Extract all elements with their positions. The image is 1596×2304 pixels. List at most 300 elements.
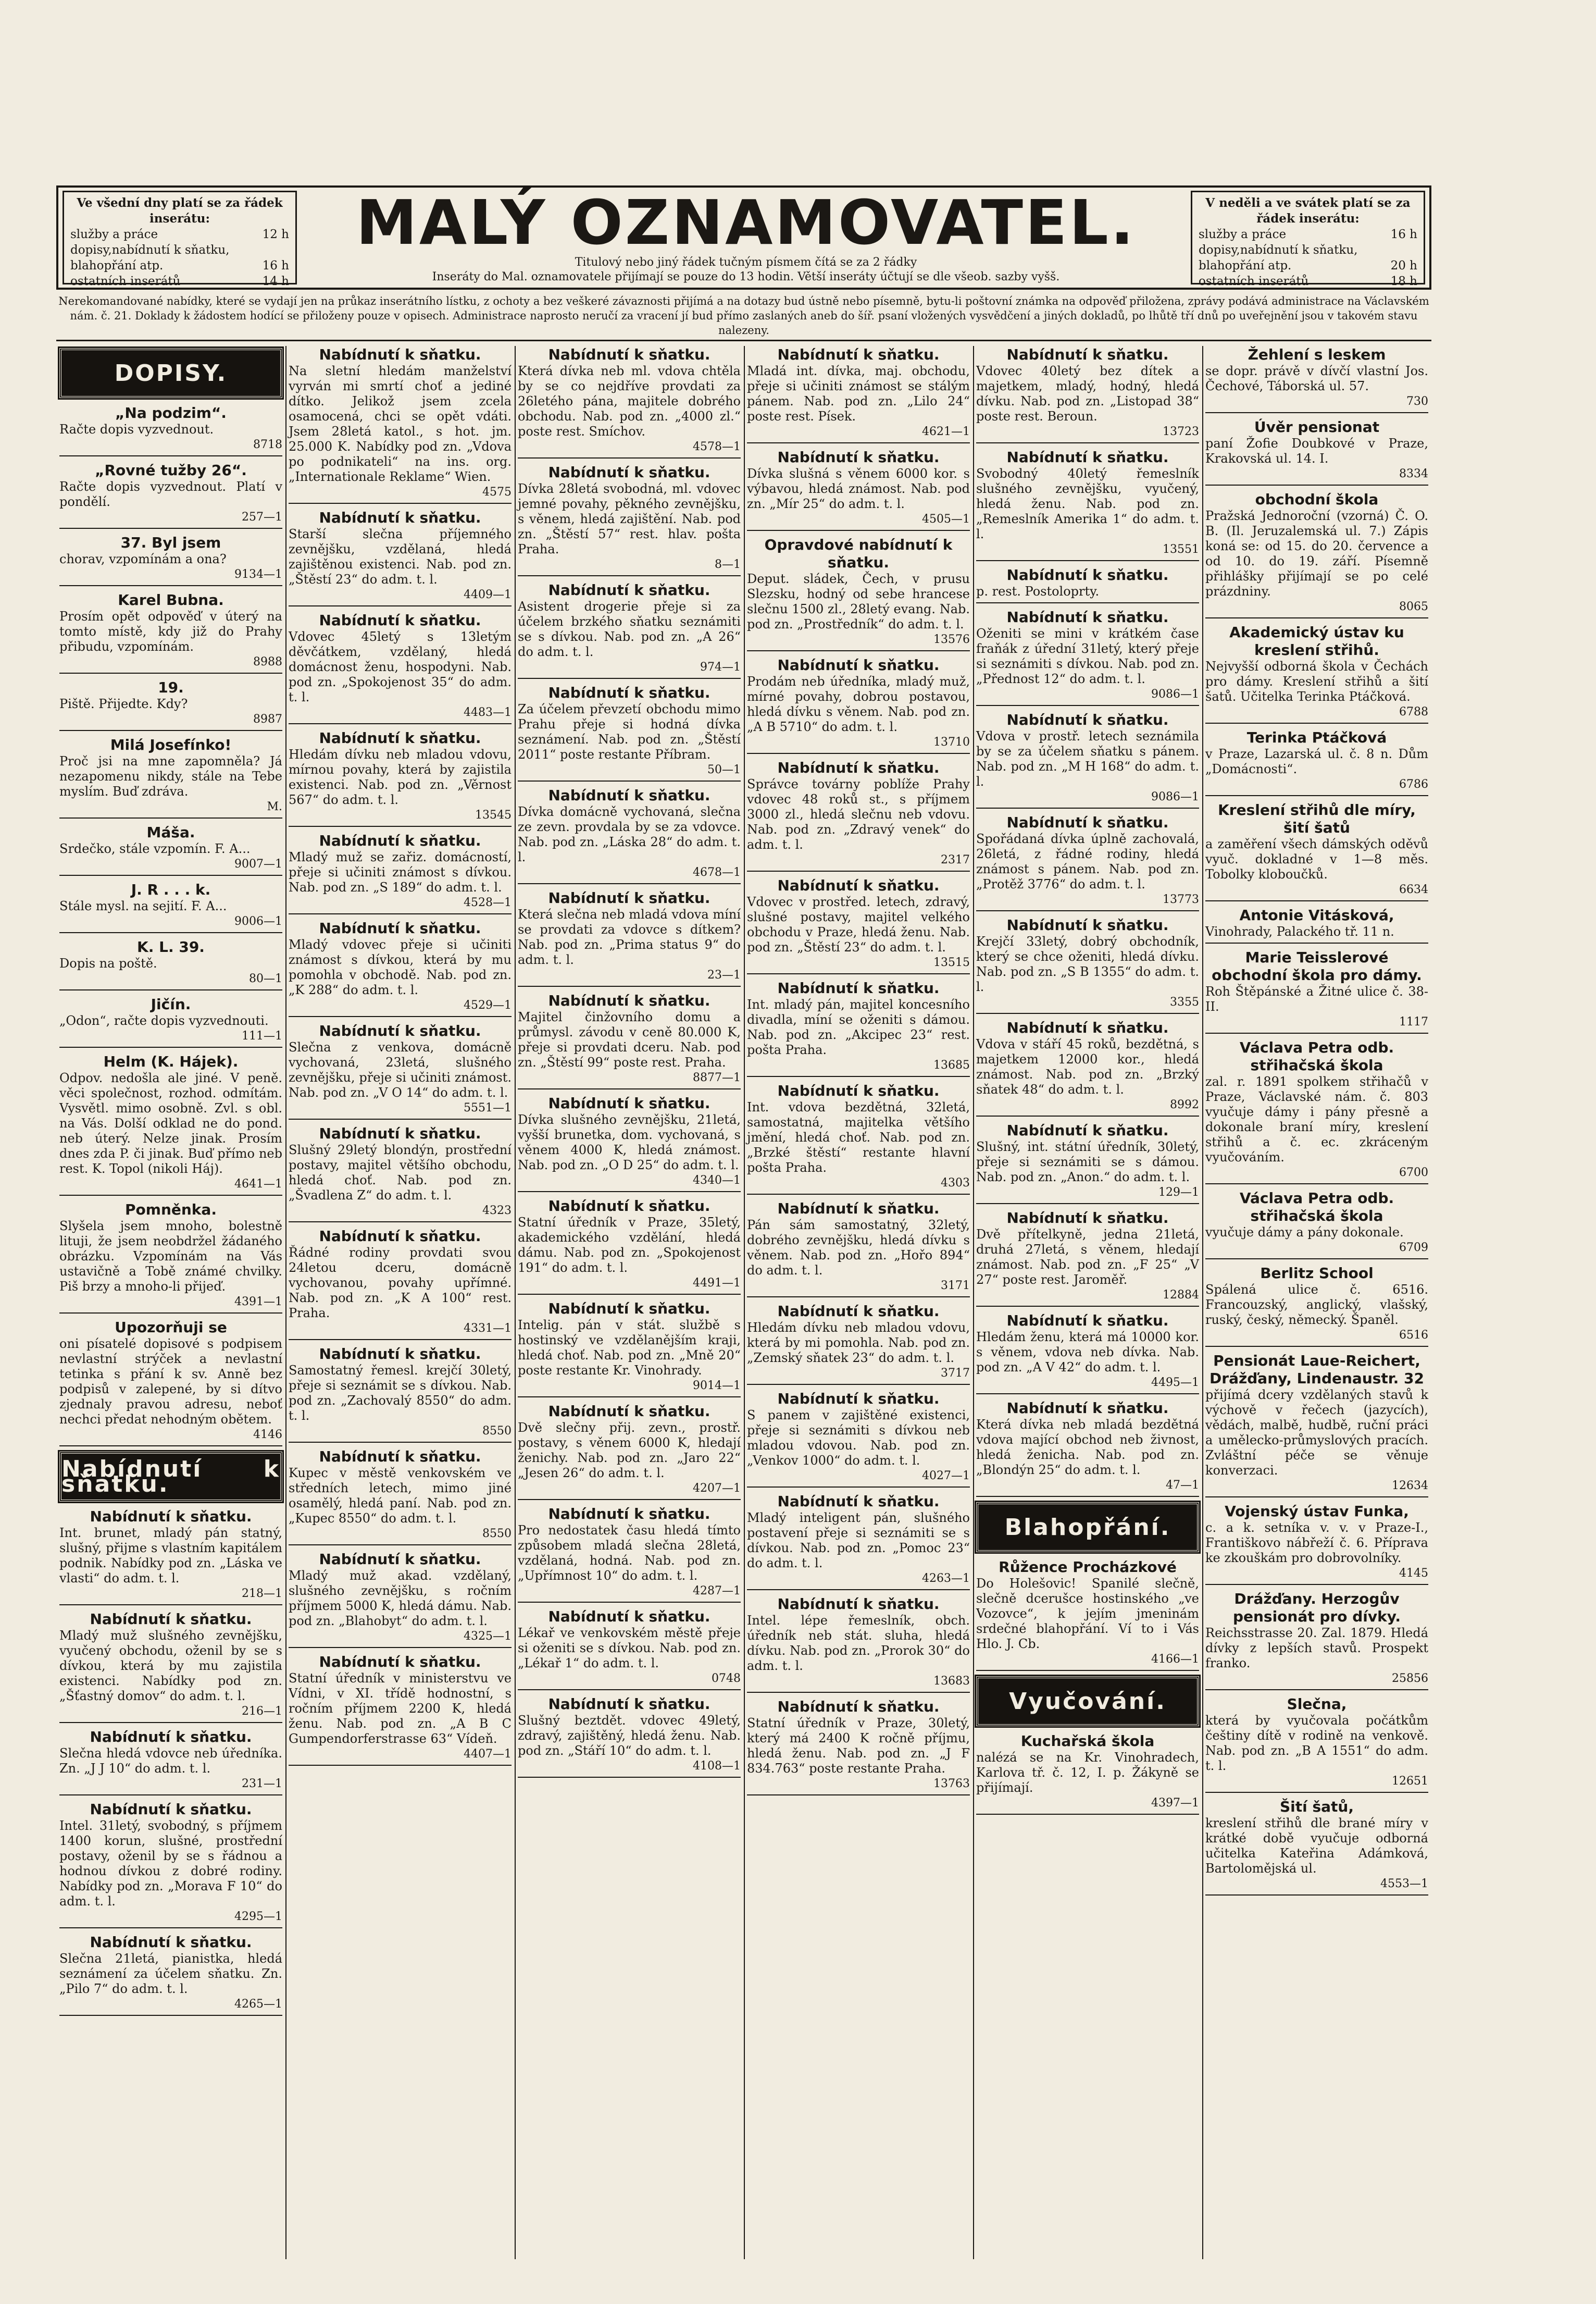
ad-body: Statní úředník v ministerstvu ve Vídni, v XI. třídě hodnostní, s ročním příjmem 2200 K, hledá ženu. Nab. pod zn. „A B C Gumpendorferstrasse 63“ Vídeň. xyxy=(289,1671,512,1746)
ad-body: Slyšela jsem mnoho, bolestně lituji, že jsem neobdržel žádaného obrázku. Vzpomínám na Vás ustavičně a Tobě známé chvilky. Piš brzy a mnoho-li přijeď. xyxy=(59,1219,282,1294)
classified-ad xyxy=(1205,491,1428,618)
ad-code: 9086—1 xyxy=(1151,790,1199,803)
ad-heading: Upozorňuji se xyxy=(115,1319,227,1336)
classified-ad xyxy=(59,736,282,819)
ad-code: 5551—1 xyxy=(464,1101,512,1114)
ad-heading: Nabídnutí k sňatku. xyxy=(319,1125,481,1142)
classified-ad xyxy=(747,759,970,872)
ad-code: 4145 xyxy=(1399,1567,1428,1580)
ad-code: 13710 xyxy=(933,736,970,749)
ad-heading: Růžence Procházkové xyxy=(999,1558,1177,1576)
column-6 xyxy=(1202,346,1431,2259)
ad-code: 6788 xyxy=(1399,705,1428,719)
newspaper-page xyxy=(56,185,1431,2259)
ad-body: kreslení střihů dle brané míry v krátké době vyučuje odborná učitelka Kateřina Adámková, Bartolomějská ul. xyxy=(1205,1816,1428,1876)
ad-body: Dvě slečny přij. zevn., prostř. postavy, s věnem 6000 K, hledají ženichy. Nab. pod zn. „Jaro 22“ „Jesen 26“ do adm. t. l. xyxy=(518,1420,741,1480)
ad-heading: Nabídnutí k sňatku. xyxy=(548,464,710,481)
ad-code: 4108—1 xyxy=(693,1760,741,1773)
classified-ad xyxy=(976,814,1199,911)
ad-code: 9134—1 xyxy=(234,568,282,581)
ad-heading: Pensionát Laue-Reichert, Drážďany, Lindenaustr. 32 xyxy=(1210,1352,1424,1387)
ad-body: Dívka 28letá svobodná, ml. vdovec jemné povahy, pěkného zevnějšku, s věnem, hledá zajištění. Nab. pod zn. „Štěstí 57“ rest. hlav. pošta Praha. xyxy=(518,481,741,556)
ad-heading: Milá Josefínko! xyxy=(110,736,232,753)
ad-heading: Kuchařská škola xyxy=(1020,1732,1155,1750)
classified-ad xyxy=(1205,801,1428,901)
ad-code: 4207—1 xyxy=(693,1482,741,1495)
ad-heading: Nabídnutí k sňatku. xyxy=(1006,814,1169,831)
ad-body: Intel. lépe řemeslník, obch. úředník neb stát. sluha, hledá dívku. Nab. pod zn. „Prorok 30“ do adm. t. l. xyxy=(747,1613,970,1673)
classified-ad xyxy=(289,509,512,606)
classified-ad xyxy=(59,1801,282,1928)
ad-code: 4678—1 xyxy=(693,866,741,879)
column-2 xyxy=(285,346,515,2259)
ad-body: se dopr. právě v dívčí vlastní Jos. Čechové, Táborská ul. 57. xyxy=(1205,364,1428,393)
classified-ad xyxy=(1205,1039,1428,1184)
holiday-rates-box xyxy=(1191,191,1425,288)
ad-code: M. xyxy=(267,800,282,813)
ad-body: Vdova v prostř. letech seznámila by se za účelem sňatku s pánem. Nab. pod zn. „M H 168“ do adm. t. l. xyxy=(976,729,1199,789)
classified-ad xyxy=(518,1300,741,1397)
classified-ad xyxy=(1205,624,1428,724)
ad-body: Račte dopis vyzvednout. Platí v pondělí. xyxy=(59,479,282,509)
ad-body: Prodám neb úředníka, mladý muž, mírné povahy, dobrou postavou, hledá dívku s věnem. Nab. pod zn. „A B 5710“ do adm. t. l. xyxy=(747,674,970,734)
ad-heading: Nabídnutí k sňatku. xyxy=(548,1403,710,1420)
ad-body: S panem v zajištěné existenci, přeje si seznámiti s dívkou neb mladou vdovou. Nab. pod zn. „Venkov 1000“ do adm. t. l. xyxy=(747,1408,970,1468)
classified-ad xyxy=(59,1201,282,1314)
ad-heading: Nabídnutí k sňatku. xyxy=(777,656,940,674)
ad-heading: Nabídnutí k sňatku. xyxy=(319,612,481,629)
ad-code: 4295—1 xyxy=(234,1910,282,1923)
ad-code: 2317 xyxy=(941,853,970,866)
ad-heading: Šití šatů, xyxy=(1279,1798,1354,1815)
ad-code: 9007—1 xyxy=(234,858,282,871)
ad-heading: Nabídnutí k sňatku. xyxy=(1006,1209,1169,1227)
ad-heading: Marie Teisslerové obchodní škola pro dámy. xyxy=(1212,949,1422,984)
ad-body: Slečna hledá vdovce neb úředníka. Zn. „J J 10“ do adm. t. l. xyxy=(59,1746,282,1776)
ad-body: Int. mladý pán, majitel koncesního divadla, míní se oženiti s dámou. Nab. pod zn. „Akcipec 23“ rest. pošta Praha. xyxy=(747,997,970,1057)
ad-heading: Nabídnutí k sňatku. xyxy=(548,787,710,804)
ad-body: Hledám dívku neb mladou vdovu, která by mi pomohla. Nab. pod zn. „Zemský sňatek 23“ do adm. t. l. xyxy=(747,1320,970,1365)
ad-body: Intel. 31letý, svobodný, s příjmem 1400 korun, slušné, prostřední postavy, oženil by se s řádnou a hodnou dívkou z dobré rodiny. Nabídky pod zn. „Morava F 10“ do adm. t. l. xyxy=(59,1818,282,1909)
classified-ad xyxy=(976,1732,1199,1815)
ad-heading: Drážďany. Herzogův pensionát pro dívky. xyxy=(1232,1590,1401,1625)
ad-code: 4027—1 xyxy=(922,1469,970,1482)
ad-heading: Nabídnutí k sňatku. xyxy=(319,729,481,747)
ad-heading: Nabídnutí k sňatku. xyxy=(548,1197,710,1215)
ad-heading: Nabídnutí k sňatku. xyxy=(319,1653,481,1670)
classified-ad xyxy=(747,1200,970,1297)
ad-body: Dopis na poště. xyxy=(59,956,157,971)
classified-ad xyxy=(1205,346,1428,413)
classified-ad xyxy=(518,346,741,459)
ad-code: 4495—1 xyxy=(1151,1376,1199,1389)
ad-code: 1117 xyxy=(1399,1015,1428,1029)
ad-body: Správce továrny poblíže Prahy vdovec 48 roků st., s příjmem 3000 zl., hledá slečnu neb vdovu. Nab. pod zn. „Zdravý venek“ do adm. t. l. xyxy=(747,777,970,852)
ad-body: „Odon“, račte dopis vyzvednouti. xyxy=(59,1013,269,1028)
ad-heading: Nabídnutí k sňatku. xyxy=(1006,711,1169,728)
classified-ad xyxy=(747,1493,970,1590)
ad-code: 8877—1 xyxy=(693,1071,741,1084)
ad-heading: Nabídnutí k sňatku. xyxy=(777,346,940,363)
classified-ad xyxy=(1205,418,1428,486)
ad-body: Prosím opět odpověď v úterý na tomto místě, kdy již do Prahy přibudu, vzpomínám. xyxy=(59,609,282,654)
ad-body: Spořádaná dívka úplně zachovalá, 26letá, z řádné rodiny, hledá známost s pánem. Nab. pod zn. „Protěž 3776“ do adm. t. l. xyxy=(976,832,1199,891)
classified-ad xyxy=(289,729,512,827)
ad-heading: Nabídnutí k sňatku. xyxy=(319,1345,481,1362)
ad-code: 4641—1 xyxy=(234,1178,282,1191)
classified-ad xyxy=(59,1934,282,2016)
ad-body: Nejvyšší odborná škola v Čechách pro dámy. Kreslení střihů a šití šatů. Učitelka Terinka Ptáčková. xyxy=(1205,659,1428,704)
ad-heading: Nabídnutí k sňatku. xyxy=(319,1448,481,1465)
ad-body: Slušný, int. státní úředník, 30letý, přeje si seznámiti se s dámou. Nab. pod zn. „Anon.“ do adm. t. l. xyxy=(976,1139,1199,1184)
ad-heading: Václava Petra odb. střihačská škola xyxy=(1239,1190,1394,1224)
ad-heading: Nabídnutí k sňatku. xyxy=(777,1698,940,1715)
classified-ad xyxy=(289,920,512,1017)
ad-heading: Nabídnutí k sňatku. xyxy=(777,1303,940,1320)
ad-heading: Nabídnutí k sňatku. xyxy=(319,1022,481,1039)
ad-body: Mladý muž akad. vzdělaný, slušného zevnějšku, s ročním příjmem 5000 K, hledá dámu. Nab. pod zn. „Blahobyt“ do adm. t. l. xyxy=(289,1568,512,1628)
classified-ad xyxy=(976,609,1199,706)
ad-code: 218—1 xyxy=(242,1587,282,1600)
masthead-subtitle: Titulový nebo jiný řádek tučným písmem čítá se za 2 řádky Inseráty do Mal. oznamovatele přijímají se pouze do 13 hodin. Větší inseráty účtují se dle všeob. sazby vyšš. xyxy=(432,256,1060,283)
ad-code: 13545 xyxy=(475,809,512,822)
ad-heading: 19. xyxy=(158,679,184,696)
ad-code: 13763 xyxy=(933,1777,970,1790)
ad-heading: Nabídnutí k sňatku. xyxy=(777,1493,940,1510)
ad-code: 974—1 xyxy=(700,661,741,674)
ad-heading: Nabídnutí k sňatku. xyxy=(319,1551,481,1568)
ad-code: 0748 xyxy=(712,1672,741,1685)
ad-body: c. a k. setníka v. v. v Praze-I., Františkovo nábřeží č. 6. Příprava ke zkouškám pro dobrovolníky. xyxy=(1205,1520,1428,1565)
ad-body: Krejčí 33letý, dobrý obchodník, který se chce oženiti, hledá dívku. Nab. pod zn. „S B 1355“ do adm. t. l. xyxy=(976,934,1199,994)
classified-ad xyxy=(518,889,741,987)
classified-ad xyxy=(59,404,282,456)
ad-heading: Nabídnutí k sňatku. xyxy=(548,684,710,701)
ad-code: 13576 xyxy=(933,633,970,646)
section-banner: Blahopřání. xyxy=(976,1502,1199,1552)
ad-heading: Nabídnutí k sňatku. xyxy=(319,1228,481,1245)
ad-code: 4166—1 xyxy=(1151,1653,1199,1666)
ad-code: 6516 xyxy=(1399,1329,1428,1342)
classified-ad xyxy=(747,877,970,974)
ad-heading: Berlitz School xyxy=(1260,1265,1374,1282)
classified-ad xyxy=(289,612,512,724)
ad-body: Vinohrady, Palackého tř. 11 n. xyxy=(1205,924,1394,939)
ad-heading: 37. Byl jsem xyxy=(120,534,221,551)
classified-ad xyxy=(747,1390,970,1488)
classified-ad xyxy=(1205,949,1428,1034)
ad-code: 4409—1 xyxy=(464,588,512,601)
classified-ad xyxy=(747,346,970,443)
ad-code: 25856 xyxy=(1392,1672,1428,1685)
ad-heading: Opravdové nabídnutí k sňatku. xyxy=(764,536,953,571)
classified-ad xyxy=(747,1595,970,1693)
ad-code: 129—1 xyxy=(1158,1186,1199,1199)
ad-code: 4505—1 xyxy=(922,513,970,526)
page-title: MALÝ OZNAMOVATEL. xyxy=(356,187,1136,258)
classified-ad xyxy=(289,1125,512,1222)
ad-heading: Jičín. xyxy=(151,996,191,1013)
ad-heading: J. R . . . k. xyxy=(131,881,211,898)
ad-code: 257—1 xyxy=(242,511,282,524)
classified-ad xyxy=(59,1319,282,1446)
ad-body: Majitel činžovního domu a průmysl. závodu v ceně 80.000 K, přeje si provdati dceru. Nab. pod zn. „Štěstí 99“ poste rest. Praha. xyxy=(518,1010,741,1070)
ad-body: vyučuje dámy a pány dokonale. xyxy=(1205,1225,1404,1240)
classified-ad xyxy=(289,1448,512,1545)
ad-body: Hledám dívku neb mladou vdovu, mírnou povahy, která by zajistila existenci. Nab. pod zn. „Věrnost 567“ do adm. t. l. xyxy=(289,747,512,807)
classified-ad xyxy=(976,1558,1199,1671)
ad-columns xyxy=(56,346,1431,2259)
classified-ad xyxy=(976,566,1199,603)
ad-body: Dívka slušného zevnějšku, 21letá, vyšší brunetka, dom. vychovaná, s věnem 4000 K, hledá známost. Nab. pod zn. „O D 25“ do adm. t. l. xyxy=(518,1112,741,1172)
masthead xyxy=(56,185,1431,290)
ad-code: 8718 xyxy=(253,438,282,451)
ad-code: 80—1 xyxy=(249,972,282,985)
ad-body: chorav, vzpomínám a ona? xyxy=(59,552,227,566)
ad-heading: Nabídnutí k sňatku. xyxy=(1006,916,1169,934)
classified-ad xyxy=(1205,1590,1428,1690)
column-5 xyxy=(973,346,1202,2259)
ad-code: 9086—1 xyxy=(1151,688,1199,701)
ad-code: 12651 xyxy=(1392,1775,1428,1788)
classified-ad xyxy=(1205,907,1428,944)
ad-body: a zaměření všech dámských oděvů vyuč. dokladné v 1—8 měs. Tobolky kloboučků. xyxy=(1205,837,1428,882)
ad-code: 8065 xyxy=(1399,600,1428,613)
ad-body: paní Žofie Doubkové v Praze, Krakovská ul. 14. I. xyxy=(1205,436,1428,466)
ad-code: 730 xyxy=(1406,395,1428,408)
ad-body: Int. brunet, mladý pán statný, slušný, přijme s vlastním kapitálem podnik. Nabídky pod zn. „Láska ve vlasti“ do adm. t. l. xyxy=(59,1526,282,1585)
ad-code: 8988 xyxy=(253,655,282,668)
ad-code: 4491—1 xyxy=(693,1277,741,1290)
ad-heading: Nabídnutí k sňatku. xyxy=(777,877,940,894)
column-1 xyxy=(56,346,285,2259)
ad-body: Řádné rodiny provdati svou 24letou dceru, domácně vychovanou, povahy upřímné. Nab. pod zn. „K A 100“ rest. Praha. xyxy=(289,1245,512,1320)
ad-heading: Nabídnutí k sňatku. xyxy=(777,759,940,776)
ad-heading: K. L. 39. xyxy=(137,938,205,956)
classified-ad xyxy=(518,1403,741,1500)
classified-ad xyxy=(976,1209,1199,1307)
ad-code: 8334 xyxy=(1399,467,1428,480)
ad-code: 4528—1 xyxy=(464,896,512,909)
ad-heading: Nabídnutí k sňatku. xyxy=(548,992,710,1009)
ad-code: 4407—1 xyxy=(464,1748,512,1761)
rate-row: služby a práce 16 h xyxy=(1199,228,1417,241)
ad-heading: Nabídnutí k sňatku. xyxy=(1006,609,1169,626)
classified-ad xyxy=(1205,1190,1428,1259)
ad-heading: Nabídnutí k sňatku. xyxy=(90,1508,252,1525)
classified-ad xyxy=(976,1122,1199,1204)
ad-body: Která dívka neb ml. vdova chtěla by se co nejdříve provdati za 26letého pána, majitele dobrého obchodu. Nab. pod zn. „4000 zl.“ poste rest. Smíchov. xyxy=(518,364,741,439)
classified-ad xyxy=(747,980,970,1077)
ad-body: Pro nedostatek času hledá tímto způsobem mladá slečna 28letá, vzdělaná, hodná. Nab. pod zn. „Upřímnost 10“ do adm. t. l. xyxy=(518,1523,741,1583)
classified-ad xyxy=(59,591,282,674)
ad-heading: Nabídnutí k sňatku. xyxy=(548,1695,710,1713)
ad-heading: Nabídnutí k sňatku. xyxy=(90,1934,252,1951)
ad-body: Starší slečna příjemného zevnějšku, vzdělaná, hledá zajištěnou existenci. Nab. pod zn. „Štěstí 23“ do adm. t. l. xyxy=(289,527,512,587)
ad-code: 6700 xyxy=(1399,1166,1428,1179)
classified-ad xyxy=(59,824,282,876)
ad-heading: Nabídnutí k sňatku. xyxy=(777,1200,940,1217)
ad-body: Za účelem převzetí obchodu mimo Prahu přeje si hodná dívka seznámení. Nab. pod zn. „Štěstí 2011“ poste restante Příbram. xyxy=(518,702,741,762)
classified-ad xyxy=(747,449,970,531)
ad-code: 4578—1 xyxy=(693,440,741,453)
ad-body: Srdečko, stále vzpomín. F. A... xyxy=(59,841,251,856)
ad-code: 12884 xyxy=(1163,1289,1199,1302)
ad-body: Int. vdova bezdětná, 32letá, samostatná, majitelka většího jmění, hledá choť. Nab. pod zn. „Brzké štěstí“ restante hlavní pošta Praha. xyxy=(747,1100,970,1175)
ad-heading: Nabídnutí k sňatku. xyxy=(90,1728,252,1745)
ad-body: Mladý inteligent pán, slušného postavení přeje si seznámiti se s dívkou. Nab. pod zn. „Pomoc 23“ do adm. t. l. xyxy=(747,1510,970,1570)
ad-code: 4575 xyxy=(482,486,512,499)
administration-notice: Nerekomandované nabídky, které se vydají jen na průkaz inserátního lístku, z ochoty a bez veškeré závaznosti přijímá a na dotazy bud ústně nebo písemně, bytu-li poštovní známka na odpověď přiložena, zprávy podává administrace na Václavském nám. č. 21. Doklady k žádostem hodící se přiloženy pouze v opisech. Administrace naprosto neručí za vracení jí bud přímo zaslaných aneb do šíř. psaní vložených vysvědčení a jiných dokladů, po lhůtě tří dnů po uveřejnění jsou v takovém stavu nalezeny. xyxy=(56,294,1431,341)
ad-body: Dvě přítelkyně, jedna 21letá, druhá 27letá, s věnem, hledají známost. Nab. pod zn. „F 25“ „V 27“ poste rest. Jaroměř. xyxy=(976,1227,1199,1287)
ad-heading: Nabídnutí k sňatku. xyxy=(90,1611,252,1628)
classified-ad xyxy=(289,832,512,914)
classified-ad xyxy=(976,346,1199,443)
classified-ad xyxy=(1205,1503,1428,1585)
ad-heading: Nabídnutí k sňatku. xyxy=(1006,1122,1169,1139)
classified-ad xyxy=(518,787,741,884)
rate-row: dopisy,nabídnutí k sňatku, xyxy=(70,243,230,257)
classified-ad xyxy=(59,1728,282,1795)
ad-code: 111—1 xyxy=(242,1030,282,1043)
classified-ad xyxy=(976,916,1199,1014)
section-banner: Vyučování. xyxy=(976,1676,1199,1726)
ad-heading: Nabídnutí k sňatku. xyxy=(1006,1399,1169,1417)
ad-code: 4340—1 xyxy=(693,1174,741,1187)
ad-code: 3717 xyxy=(941,1367,970,1380)
ad-body: Račte dopis vyzvednout. xyxy=(59,422,214,437)
classified-ad xyxy=(1205,1265,1428,1347)
ad-heading: Helm (K. Hájek). xyxy=(103,1053,239,1070)
ad-heading: „Rovné tužby 26“. xyxy=(95,462,247,479)
ad-body: Hledám ženu, která má 10000 kor. s věnem, vdova neb dívka. Nab. pod zn. „A V 42“ do adm. t. l. xyxy=(976,1330,1199,1374)
ad-heading: Nabídnutí k sňatku. xyxy=(548,581,710,599)
classified-ad xyxy=(976,711,1199,809)
column-4 xyxy=(744,346,973,2259)
ad-body: Reichsstrasse 20. Zal. 1879. Hledá dívky z lepších stavů. Prospekt franko. xyxy=(1205,1626,1428,1670)
ad-body: Slečna 21letá, pianistka, hledá seznámení za účelem sňatku. Zn. „Pilo 7“ do adm. t. l. xyxy=(59,1951,282,1996)
rate-row: blahopřání atp. 16 h xyxy=(70,259,289,272)
section-banner: DOPISY. xyxy=(59,348,282,398)
ad-body: Vdovec 40letý bez dítek a majetkem, mladý, hodný, hledá dívku. Nab. pod zn. „Listopad 38“ poste rest. Beroun. xyxy=(976,364,1199,424)
ad-heading: Žehlení s leskem xyxy=(1248,346,1386,363)
classified-ad xyxy=(289,1228,512,1340)
ad-body: Intelig. pán v stát. službě s hostinský ve vzdělanějším kraji, hledá choť. Nab. pod zn. „Mně 20“ poste restante Kr. Vinohrady. xyxy=(518,1318,741,1378)
ad-heading: Nabídnutí k sňatku. xyxy=(777,980,940,997)
ad-heading: Úvěr pensionat xyxy=(1254,418,1380,436)
ad-heading: Máša. xyxy=(146,824,195,841)
column-3 xyxy=(515,346,744,2259)
classified-ad xyxy=(518,1695,741,1778)
ad-body: Roh Štěpánské a Žitné ulice č. 38-II. xyxy=(1205,984,1428,1014)
ad-body: Spálená ulice č. 6516. Francouzský, anglický, vlašský, ruský, český, německý. Španěl. xyxy=(1205,1282,1428,1327)
classified-ad xyxy=(747,1082,970,1195)
holiday-rates-title: V neděli a ve svátek platí se za řádek inserátu: xyxy=(1205,196,1411,226)
ad-body: která by vyučovala počátkům češtiny dítě v rodině na venkově. Nab. pod zn. „B A 1551“ do adm. t. l. xyxy=(1205,1713,1428,1773)
ad-code: 4553—1 xyxy=(1380,1877,1428,1890)
ad-heading: Nabídnutí k sňatku. xyxy=(90,1801,252,1818)
classified-ad xyxy=(1205,1352,1428,1497)
ad-body: zal. r. 1891 spolkem střihačů v Praze, Václavské nám. č. 803 vyučuje dámy i pány přesně a dokonale braní míry, kreslení střihů a č. ec. zkráceným vyučováním. xyxy=(1205,1074,1428,1165)
ad-heading: Nabídnutí k sňatku. xyxy=(1006,449,1169,466)
ad-heading: Nabídnutí k sňatku. xyxy=(1006,1312,1169,1329)
ad-body: Na sletní hledám manželství vyrván mi smrtí choť a jediné dítko. Jelikož jsem zcela osamocená, chci se opět vdáti. Jsem 28letá katol., s hot. jm. 25.000 K. Nabídky pod zn. „Vdova po podnikateli“ na ins. org. „Internationale Reklame“ Wien. xyxy=(289,364,512,484)
ad-code: 9014—1 xyxy=(693,1379,741,1392)
ad-heading: Nabídnutí k sňatku. xyxy=(548,1608,710,1625)
classified-ad xyxy=(518,464,741,576)
classified-ad xyxy=(289,1022,512,1120)
ad-code: 12634 xyxy=(1392,1479,1428,1492)
ad-body: Asistent drogerie přeje si za účelem brzkého sňatku seznámiti se s dívkou. Nab. pod zn. „A 26“ do adm. t. l. xyxy=(518,599,741,659)
ad-heading: Nabídnutí k sňatku. xyxy=(1006,346,1169,363)
ad-heading: Kreslení střihů dle míry, šití šatů xyxy=(1218,801,1416,836)
classified-ad xyxy=(747,1303,970,1385)
ad-code: 4391—1 xyxy=(234,1295,282,1308)
ad-code: 8—1 xyxy=(715,558,741,571)
ad-code: 13723 xyxy=(1163,425,1199,438)
ad-body: Svobodný 40letý řemeslník slušného zevnějšku, vyučený, hledá ženu. Nab. pod zn. „Remeslník Amerika 1“ do adm. t. l. xyxy=(976,466,1199,541)
ad-body: Vdovec v prostřed. letech, zdravý, slušné postavy, majitel velkého obchodu v Praze, hledá ženu. Nab. pod zn. „Štěstí 23“ do adm. t. l. xyxy=(747,895,970,955)
ad-code: 8550 xyxy=(482,1527,512,1540)
ad-code: 4263—1 xyxy=(922,1572,970,1585)
ad-body: Pán sám samostatný, 32letý, dobrého zevnějšku, hledá dívku s věnem. Nab. pod zn. „Hořo 894“ do adm. t. l. xyxy=(747,1218,970,1278)
ad-body: Pražská Jednoroční (vzorná) Č. O. B. (Il. Jeruzalemská ul. 7.) Zápis koná se: od 15. do 20. července a od 10. do 19. září. Písemně přihlášky přijímají se po celé prázdniny. xyxy=(1205,509,1428,599)
ad-body: Lékař ve venkovském městě přeje si oženiti se s dívkou. Nab. pod zn. „Lékař 1“ do adm. t. l. xyxy=(518,1626,741,1670)
classified-ad xyxy=(1205,1798,1428,1896)
ad-heading: Nabídnutí k sňatku. xyxy=(777,1390,940,1407)
section-banner: Nabídnutí k sňatku. xyxy=(59,1452,282,1502)
ad-heading: Terinka Ptáčková xyxy=(1246,729,1387,746)
classified-ad xyxy=(59,881,282,933)
ad-code: 3355 xyxy=(1170,996,1199,1009)
ad-heading: Nabídnutí k sňatku. xyxy=(319,346,481,363)
classified-ad xyxy=(59,938,282,990)
rate-row: ostatních inserátů 14 h xyxy=(70,275,289,288)
ad-code: 13683 xyxy=(933,1675,970,1688)
ad-heading: Slečna, xyxy=(1287,1695,1347,1713)
ad-heading: Nabídnutí k sňatku. xyxy=(319,509,481,526)
ad-code: 4529—1 xyxy=(464,999,512,1012)
ad-body: Samostatný řemesl. krejčí 30letý, přeje si seznámit se s dívkou. Nab. pod zn. „Zachovalý 8550“ do adm. t. l. xyxy=(289,1363,512,1423)
ad-body: Slušný beztdět. vdovec 49letý, zdravý, zajištěný, hledá ženu. Nab. pod zn. „Stáří 10“ do adm. t. l. xyxy=(518,1713,741,1758)
classified-ad xyxy=(747,656,970,754)
ad-code: 4397—1 xyxy=(1151,1797,1199,1810)
classified-ad xyxy=(976,1019,1199,1117)
rate-row: blahopřání atp. 20 h xyxy=(1199,259,1417,272)
ad-code: 6786 xyxy=(1399,778,1428,791)
ad-heading: obchodní škola xyxy=(1255,491,1379,508)
classified-ad xyxy=(518,684,741,782)
rate-row: služby a práce 12 h xyxy=(70,228,289,241)
classified-ad xyxy=(747,1698,970,1795)
ad-code: 4325—1 xyxy=(464,1630,512,1643)
classified-ad xyxy=(59,462,282,529)
classified-ad xyxy=(289,1653,512,1766)
ad-body: Která slečna neb mladá vdova míní se provdati za vdovce s dítkem? Nab. pod zn. „Prima status 9“ do adm. t. l. xyxy=(518,907,741,967)
ad-code: 3171 xyxy=(941,1279,970,1292)
ad-heading: Nabídnutí k sňatku. xyxy=(548,889,710,907)
ad-body: Odpov. nedošla ale jiné. V peně. věci společnost, rozhod. odmítám. Vysvětl. mimo osobně. Zvl. s obl. na Vás. Dolší odklad ne do pond. neb úterý. Nelze jinak. Prosím dnes zda P. či jinak. Buď přímo neb rest. K. Topol (nikoli Háj). xyxy=(59,1071,282,1176)
ad-body: Slečna z venkova, domácně vychovaná, 23letá, slušného zevnějšku, přeje si učiniti známost. Nab. pod zn. „V O 14“ do adm. t. l. xyxy=(289,1040,512,1100)
ad-body: Kupec v městě venkovském ve středních letech, mimo jiné osamělý, hledá paní. Nab. pod zn. „Kupec 8550“ do adm. t. l. xyxy=(289,1466,512,1526)
ad-body: Stále mysl. na sejití. F. A... xyxy=(59,899,227,913)
classified-ad xyxy=(518,1608,741,1690)
ad-code: 4323 xyxy=(482,1204,512,1217)
ad-body: Vdovec 45letý s 13letým děvčátkem, vzdělaný, hledá domácnost ženu, hospodyni. Nab. pod zn. „Spokojenost 35“ do adm. t. l. xyxy=(289,629,512,704)
weekday-rates-title: Ve všední dny platí se za řádek inserátu: xyxy=(77,196,283,226)
ad-code: 8992 xyxy=(1170,1098,1199,1111)
classified-ad xyxy=(747,536,970,651)
